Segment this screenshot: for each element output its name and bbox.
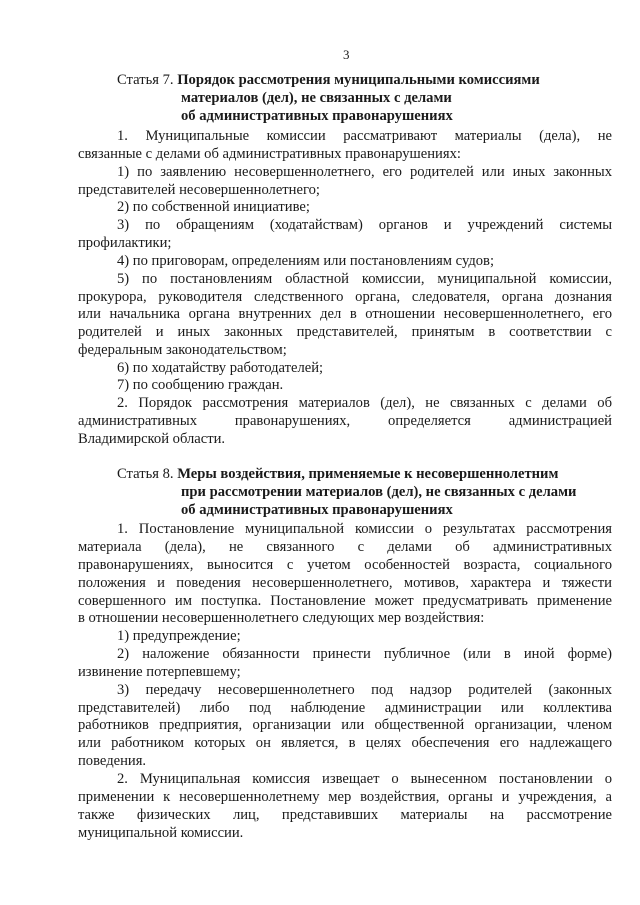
article8-line: материала (дела), не связанного с делами об административных xyxy=(78,539,612,555)
article7-line: административных правонарушениях, определяется администрацией xyxy=(78,413,612,429)
article8-line: 3) передачу несовершеннолетнего под надзор родителей (законных xyxy=(117,682,612,698)
article8-line: представителей) либо под наблюдение администрации или коллектива xyxy=(78,700,612,716)
article7-heading-line2: материалов (дел), не связанных с делами xyxy=(181,90,452,106)
article8-heading-line1 xyxy=(117,466,558,482)
article7-line: 7) по сообщению граждан. xyxy=(117,377,284,393)
article7-line: профилактики; xyxy=(78,235,172,251)
article7-heading-line1 xyxy=(117,72,540,88)
article7-line: 6) по ходатайству работодателей; xyxy=(117,360,324,376)
article7-line: 2. Порядок рассмотрения материалов (дел), не связанных с делами об xyxy=(117,395,612,411)
article7-line: представителей несовершеннолетнего; xyxy=(78,182,320,198)
article8-line: муниципальной комиссии. xyxy=(78,825,244,841)
article7-line: прокурора, руководителя следственного органа, следователя, органа дознания xyxy=(78,289,612,305)
article8-title: Меры воздействия, применяемые к несовершеннолетним xyxy=(177,466,559,482)
article8-line: в отношении несовершеннолетнего следующих мер воздействия: xyxy=(78,610,485,626)
article8-line: 2) наложение обязанности принести публичное (или в иной форме) xyxy=(117,646,612,662)
article7-line: Владимирской области. xyxy=(78,431,226,447)
page-number: 3 xyxy=(343,47,350,62)
article7-line: 3) по обращениям (ходатайствам) органов и учреждений системы xyxy=(117,217,612,233)
article8-line: также физических лиц, представивших материалы на рассмотрение xyxy=(78,807,612,823)
article8-line: правонарушениях, выносится с учетом особенностей возраста, социального xyxy=(78,557,612,573)
article8-line: 2. Муниципальная комиссия извещает о вынесенном постановлении о xyxy=(117,771,612,787)
article7-heading-line3: об административных правонарушениях xyxy=(181,108,453,124)
article8-heading-line2: при рассмотрении материалов (дел), не связанных с делами xyxy=(181,484,577,500)
article7-line: 5) по постановлениям областной комиссии, муниципальной комиссии, xyxy=(117,271,612,287)
article7-line: или начальника органа внутренних дел в отношении несовершеннолетнего, его xyxy=(78,306,612,322)
article7-line: связанные с делами об административных правонарушениях: xyxy=(78,146,461,162)
article8-line: поведения. xyxy=(78,753,147,769)
article8-line: извинение потерпевшему; xyxy=(78,664,241,680)
article7-title: Порядок рассмотрения муниципальными комиссиями xyxy=(177,72,540,88)
article8-line: работников предприятия, организации или общественной организации, членом xyxy=(78,717,612,733)
article7-line: родителей и иных законных представителей, принятым в соответствии с xyxy=(78,324,612,340)
article8-line: 1) предупреждение; xyxy=(117,628,241,644)
article7-line: 4) по приговорам, определениям или постановлениям судов; xyxy=(117,253,494,269)
article8-line: положения и поведения несовершеннолетнего, мотивов, характера и тяжести xyxy=(78,575,612,591)
article8-line: или работником которых он является, в целях обеспечения его надлежащего xyxy=(78,735,612,751)
article8-prefix: Статья 8. xyxy=(117,466,174,482)
article7-line: 1) по заявлению несовершеннолетнего, его родителей или иных законных xyxy=(117,164,612,180)
article8-line: совершенного им поступка. Постановление может предусматривать применение xyxy=(78,593,612,609)
article7-line: 1. Муниципальные комиссии рассматривают материалы (дела), не xyxy=(117,128,612,144)
article8-line: 1. Постановление муниципальной комиссии о результатах рассмотрения xyxy=(117,521,612,537)
article8-line: применении к несовершеннолетнему мер воздействия, органы и учреждения, а xyxy=(78,789,612,805)
article7-prefix: Статья 7. xyxy=(117,72,174,88)
article8-heading-line3: об административных правонарушениях xyxy=(181,502,453,518)
article7-line: федеральным законодательством; xyxy=(78,342,287,358)
article7-line: 2) по собственной инициативе; xyxy=(117,199,310,215)
